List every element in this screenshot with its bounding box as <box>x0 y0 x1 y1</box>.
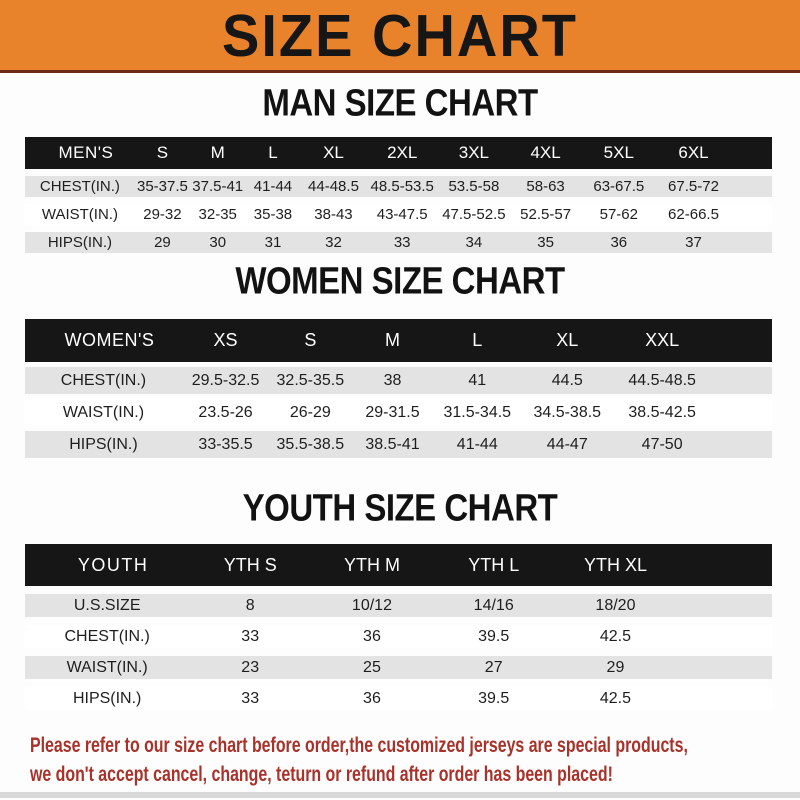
measurement-value: 35-37.5 <box>135 176 190 197</box>
measurement-value: 23.5-26 <box>182 399 269 426</box>
size-column-header: 3XL <box>438 137 510 169</box>
youth-section-heading: YOUTH SIZE CHART <box>242 486 558 529</box>
measurement-value: 37 <box>656 232 731 253</box>
size-column-header: 5XL <box>581 137 656 169</box>
measurement-value: 67.5-72 <box>656 176 731 197</box>
table-row <box>25 687 772 710</box>
size-column-header: L <box>434 319 521 362</box>
row-filler-cell <box>676 594 772 617</box>
table-title-cell: YOUTH <box>25 544 189 586</box>
men-section-heading: MAN SIZE CHART <box>262 81 538 124</box>
youth-size-table <box>25 536 772 718</box>
measurement-value: 25 <box>311 656 433 679</box>
row-filler-cell <box>711 399 772 426</box>
table-row <box>25 431 772 458</box>
table-header-row <box>25 319 772 362</box>
measurement-label: CHEST(IN.) <box>25 625 189 648</box>
measurement-value: 29 <box>135 232 190 253</box>
bottom-strip <box>0 792 800 798</box>
measurement-value: 52.5-57 <box>510 204 582 225</box>
measurement-value: 34 <box>438 232 510 253</box>
table-row <box>25 594 772 617</box>
header-filler-cell <box>731 137 772 169</box>
row-filler-cell <box>731 176 772 197</box>
measurement-value: 43-47.5 <box>366 204 438 225</box>
size-column-header: XS <box>182 319 269 362</box>
measurement-value: 34.5-38.5 <box>521 399 614 426</box>
measurement-value: 63-67.5 <box>581 176 656 197</box>
measurement-label: WAIST(IN.) <box>25 656 189 679</box>
table-row <box>25 232 772 253</box>
measurement-value: 42.5 <box>555 687 677 710</box>
size-column-header: M <box>190 137 245 169</box>
measurement-value: 39.5 <box>433 625 555 648</box>
measurement-value: 38.5-42.5 <box>614 399 711 426</box>
measurement-value: 35 <box>510 232 582 253</box>
women-size-table <box>25 314 772 463</box>
table-header-row <box>25 544 772 586</box>
size-column-header: 6XL <box>656 137 731 169</box>
row-filler-cell <box>676 625 772 648</box>
measurement-value: 58-63 <box>510 176 582 197</box>
size-column-header: YTH XL <box>555 544 677 586</box>
measurement-label: HIPS(IN.) <box>25 232 135 253</box>
table-title-cell: MEN'S <box>25 137 135 169</box>
measurement-value: 29-31.5 <box>351 399 433 426</box>
measurement-value: 29.5-32.5 <box>182 367 269 394</box>
men-size-table <box>25 130 772 260</box>
table-row <box>25 204 772 225</box>
measurement-value: 33-35.5 <box>182 431 269 458</box>
measurement-value: 41-44 <box>245 176 300 197</box>
row-filler-cell <box>731 204 772 225</box>
measurement-label: WAIST(IN.) <box>25 399 182 426</box>
measurement-label: CHEST(IN.) <box>25 176 135 197</box>
row-filler-cell <box>731 232 772 253</box>
header-filler-cell <box>711 319 772 362</box>
size-column-header: XL <box>301 137 367 169</box>
size-column-header: S <box>269 319 351 362</box>
measurement-value: 53.5-58 <box>438 176 510 197</box>
size-column-header: XL <box>521 319 614 362</box>
row-filler-cell <box>676 687 772 710</box>
size-column-header: XXL <box>614 319 711 362</box>
row-filler-cell <box>711 431 772 458</box>
measurement-value: 10/12 <box>311 594 433 617</box>
table-header-row <box>25 137 772 169</box>
measurement-value: 23 <box>189 656 311 679</box>
measurement-value: 18/20 <box>555 594 677 617</box>
size-column-header: S <box>135 137 190 169</box>
measurement-value: 62-66.5 <box>656 204 731 225</box>
measurement-value: 38.5-41 <box>351 431 433 458</box>
measurement-value: 38-43 <box>301 204 367 225</box>
measurement-value: 29 <box>555 656 677 679</box>
measurement-value: 35.5-38.5 <box>269 431 351 458</box>
header-filler-cell <box>676 544 772 586</box>
measurement-label: HIPS(IN.) <box>25 687 189 710</box>
measurement-label: U.S.SIZE <box>25 594 189 617</box>
size-column-header: L <box>245 137 300 169</box>
measurement-label: HIPS(IN.) <box>25 431 182 458</box>
size-column-header: 4XL <box>510 137 582 169</box>
banner <box>0 0 800 73</box>
measurement-value: 44-48.5 <box>301 176 367 197</box>
row-filler-cell <box>676 656 772 679</box>
measurement-value: 47-50 <box>614 431 711 458</box>
measurement-value: 30 <box>190 232 245 253</box>
measurement-value: 36 <box>311 625 433 648</box>
measurement-value: 35-38 <box>245 204 300 225</box>
footer-notice <box>30 731 800 789</box>
size-column-header: 2XL <box>366 137 438 169</box>
measurement-value: 31 <box>245 232 300 253</box>
measurement-value: 57-62 <box>581 204 656 225</box>
size-column-header: YTH L <box>433 544 555 586</box>
measurement-value: 31.5-34.5 <box>434 399 521 426</box>
table-title-cell: WOMEN'S <box>25 319 182 362</box>
measurement-label: WAIST(IN.) <box>25 204 135 225</box>
measurement-value: 36 <box>311 687 433 710</box>
table-row <box>25 367 772 394</box>
measurement-value: 41 <box>434 367 521 394</box>
table-row <box>25 625 772 648</box>
measurement-value: 44.5 <box>521 367 614 394</box>
measurement-value: 8 <box>189 594 311 617</box>
measurement-value: 44.5-48.5 <box>614 367 711 394</box>
size-column-header: YTH S <box>189 544 311 586</box>
measurement-value: 32.5-35.5 <box>269 367 351 394</box>
measurement-value: 26-29 <box>269 399 351 426</box>
measurement-value: 33 <box>366 232 438 253</box>
measurement-value: 29-32 <box>135 204 190 225</box>
measurement-value: 33 <box>189 625 311 648</box>
size-column-header: YTH M <box>311 544 433 586</box>
table-row <box>25 176 772 197</box>
measurement-value: 37.5-41 <box>190 176 245 197</box>
measurement-value: 42.5 <box>555 625 677 648</box>
measurement-value: 36 <box>581 232 656 253</box>
measurement-value: 27 <box>433 656 555 679</box>
measurement-value: 48.5-53.5 <box>366 176 438 197</box>
measurement-value: 47.5-52.5 <box>438 204 510 225</box>
women-section-heading: WOMEN SIZE CHART <box>235 259 565 302</box>
measurement-value: 41-44 <box>434 431 521 458</box>
table-row <box>25 656 772 679</box>
measurement-value: 39.5 <box>433 687 555 710</box>
table-row <box>25 399 772 426</box>
measurement-label: CHEST(IN.) <box>25 367 182 394</box>
size-column-header: M <box>351 319 433 362</box>
measurement-value: 44-47 <box>521 431 614 458</box>
notice-line-2: we don't accept cancel, change, teturn or refund after order has been placed! <box>30 762 613 786</box>
measurement-value: 32-35 <box>190 204 245 225</box>
notice-line-1: Please refer to our size chart before order,the customized jerseys are special products, <box>30 733 688 757</box>
measurement-value: 33 <box>189 687 311 710</box>
measurement-value: 32 <box>301 232 367 253</box>
page-title: SIZE CHART <box>222 1 578 69</box>
measurement-value: 38 <box>351 367 433 394</box>
row-filler-cell <box>711 367 772 394</box>
measurement-value: 14/16 <box>433 594 555 617</box>
